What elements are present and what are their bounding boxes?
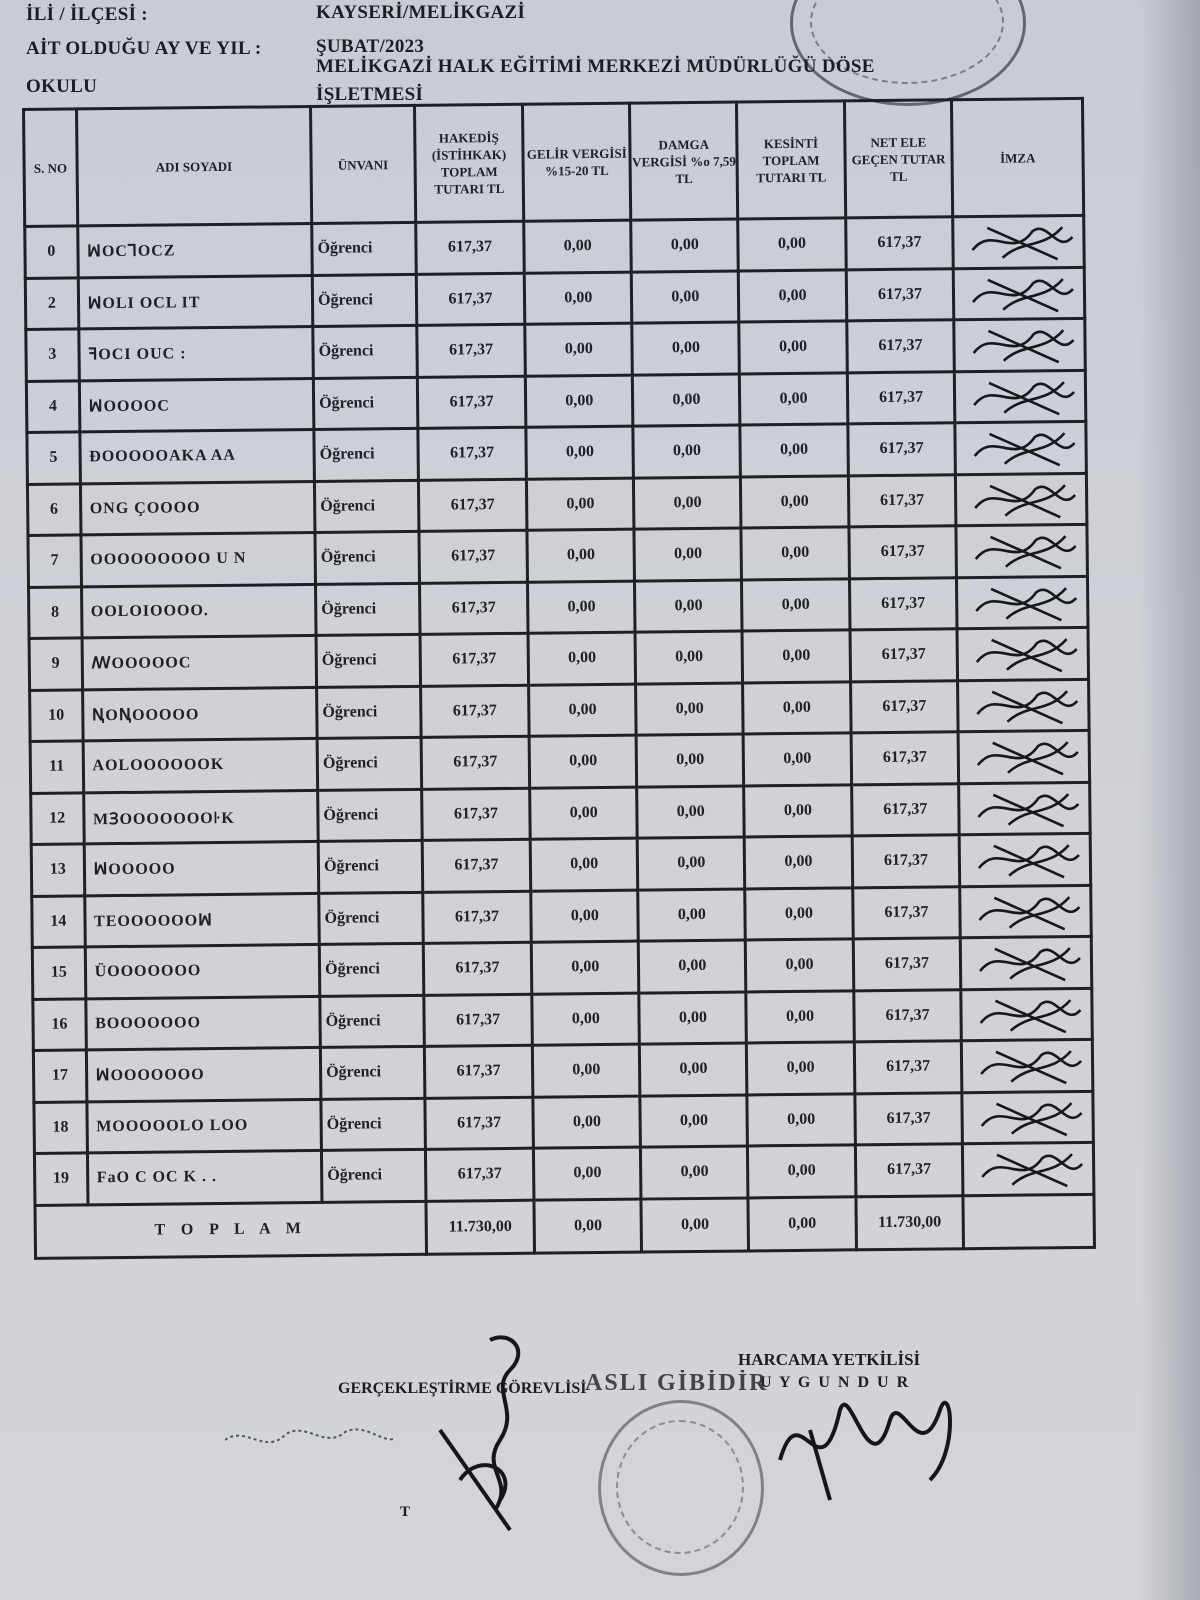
cell-gelir: 0,00 xyxy=(525,272,633,325)
cell-hakedis: 617,37 xyxy=(418,427,527,480)
cell-kesinti: 0,00 xyxy=(744,784,852,837)
harcama-signature xyxy=(770,1370,970,1510)
signature-cell xyxy=(957,627,1088,680)
cell-no: 16 xyxy=(33,998,86,1050)
cell-gelir: 0,00 xyxy=(532,941,640,994)
cell-unvan: Öğrenci xyxy=(316,583,420,636)
il-value: KAYSERİ/MELİKGAZİ xyxy=(316,2,526,23)
cell-hakedis: 617,37 xyxy=(417,376,526,429)
cell-hakedis: 617,37 xyxy=(424,994,533,1047)
cell-unvan: Öğrenci xyxy=(320,995,424,1048)
total-label: T O P L A M xyxy=(35,1201,426,1258)
cell-damga: 0,00 xyxy=(632,322,740,375)
cell-no: 14 xyxy=(32,895,85,947)
signature-cell xyxy=(962,1091,1093,1144)
cell-net: 617,37 xyxy=(852,835,960,888)
official-seal-bottom-inner xyxy=(616,1420,744,1554)
cell-net: 617,37 xyxy=(855,1144,963,1197)
cell-unvan: Öğrenci xyxy=(322,1149,426,1202)
signature-scrawl xyxy=(967,631,1087,678)
cell-no: 15 xyxy=(32,947,85,999)
cell-no: 9 xyxy=(29,638,82,690)
cell-hakedis: 617,37 xyxy=(415,221,524,274)
cell-gelir: 0,00 xyxy=(533,1044,641,1097)
cell-damga: 0,00 xyxy=(632,271,740,324)
cell-unvan: Öğrenci xyxy=(312,222,416,275)
signature-scrawl xyxy=(966,579,1086,626)
cell-name: ꟽOLI OCL IT xyxy=(78,275,313,329)
cell-gelir: 0,00 xyxy=(534,1147,642,1200)
cell-no: 17 xyxy=(33,1050,86,1102)
cell-hakedis: 617,37 xyxy=(419,530,528,583)
cell-no: 7 xyxy=(28,535,81,587)
signature-scrawl xyxy=(971,991,1091,1038)
signature-cell xyxy=(953,215,1084,268)
cell-name: MOOOOOLO LOO xyxy=(86,1099,321,1153)
cell-name: FaO C OC K . . xyxy=(87,1150,322,1204)
table-header-row xyxy=(24,98,1084,226)
signature-scrawl xyxy=(969,837,1089,884)
cell-kesinti: 0,00 xyxy=(741,527,849,580)
cell-no: 4 xyxy=(26,380,79,432)
cell-net: 617,37 xyxy=(851,783,959,836)
signature-scrawl xyxy=(966,528,1086,575)
cell-name: ÜOOOOOOO xyxy=(85,944,320,998)
cell-name: ÐOOOOOAKA AA xyxy=(79,429,314,483)
cell-gelir: 0,00 xyxy=(524,220,632,273)
cell-damga: 0,00 xyxy=(635,579,743,632)
col-header-gelir: GELİR VERGİSİ %15-20 TL xyxy=(523,103,631,221)
cell-net: 617,37 xyxy=(848,474,956,527)
cell-name: ꟻOCI OUC : xyxy=(78,326,313,380)
signature-scrawl xyxy=(970,940,1090,987)
cell-hakedis: 617,37 xyxy=(419,582,528,635)
signature-cell xyxy=(958,679,1089,732)
signature-scrawl xyxy=(965,425,1085,472)
cell-unvan: Öğrenci xyxy=(317,686,421,739)
cell-no: 0 xyxy=(25,226,78,278)
cell-kesinti: 0,00 xyxy=(745,836,853,889)
cell-no: 13 xyxy=(31,844,84,896)
cell-unvan: Öğrenci xyxy=(320,1046,424,1099)
signature-scrawl xyxy=(968,734,1088,781)
cell-kesinti: 0,00 xyxy=(741,475,849,528)
signature-scrawl xyxy=(972,1094,1092,1141)
cell-net: 617,37 xyxy=(846,268,954,321)
cell-damga: 0,00 xyxy=(639,991,747,1044)
signature-cell xyxy=(961,936,1092,989)
cell-net: 617,37 xyxy=(851,732,959,785)
signature-cell xyxy=(957,576,1088,629)
col-header-hakedis: HAKEDİŞ (İSTİHKAK) TOPLAM TUTARI TL xyxy=(414,104,524,222)
cell-no: 3 xyxy=(26,329,79,381)
col-header-unvan: ÜNVANI xyxy=(311,105,416,223)
cell-unvan: Öğrenci xyxy=(314,480,418,533)
gerceklestirme-gorevlisi-label: GERÇEKLEŞTİRME GÖREVLİSİ xyxy=(338,1380,587,1397)
signature-cell xyxy=(959,833,1090,886)
cell-gelir: 0,00 xyxy=(532,993,640,1046)
asli-gibidir-stamp: ASLI GİBİDİR xyxy=(585,1370,769,1396)
signature-scrawl xyxy=(970,888,1090,935)
cell-damga: 0,00 xyxy=(639,940,747,993)
cell-net: 617,37 xyxy=(846,320,954,373)
cell-hakedis: 617,37 xyxy=(416,273,525,326)
cell-damga: 0,00 xyxy=(635,631,743,684)
cell-unvan: Öğrenci xyxy=(319,943,423,996)
cell-name: ONG ÇOOOO xyxy=(80,481,315,535)
cell-gelir: 0,00 xyxy=(526,426,634,479)
col-header-damga: DAMGA VERGİSİ %o 7,59 TL xyxy=(630,102,738,220)
cell-kesinti: 0,00 xyxy=(743,681,851,734)
cell-no: 10 xyxy=(30,689,83,741)
cell-no: 18 xyxy=(34,1101,87,1153)
total-kesinti: 0,00 xyxy=(748,1196,856,1250)
ay-label: AİT OLDUĞU AY VE YIL : xyxy=(26,38,262,59)
cell-hakedis: 617,37 xyxy=(424,1045,533,1098)
cell-hakedis: 617,37 xyxy=(420,633,529,686)
cell-unvan: Öğrenci xyxy=(312,274,416,327)
cell-damga: 0,00 xyxy=(638,888,746,941)
cell-hakedis: 617,37 xyxy=(422,891,531,944)
cell-damga: 0,00 xyxy=(631,219,739,272)
signature-scrawl xyxy=(964,373,1084,420)
cell-unvan: Öğrenci xyxy=(318,789,422,842)
cell-kesinti: 0,00 xyxy=(742,578,850,631)
cell-kesinti: 0,00 xyxy=(747,1042,855,1095)
cell-kesinti: 0,00 xyxy=(742,630,850,683)
harcama-yetkilisi-label: HARCAMA YETKİLİSİ xyxy=(738,1350,921,1369)
cell-gelir: 0,00 xyxy=(530,787,638,840)
cell-hakedis: 617,37 xyxy=(423,942,532,995)
signature-cell xyxy=(955,421,1086,474)
cell-hakedis: 617,37 xyxy=(420,685,529,738)
cell-damga: 0,00 xyxy=(640,1043,748,1096)
cell-gelir: 0,00 xyxy=(529,735,637,788)
col-header-name: ADI SOYADI xyxy=(76,106,312,225)
cell-unvan: Öğrenci xyxy=(316,634,420,687)
cell-kesinti: 0,00 xyxy=(738,218,846,271)
signature-scrawl xyxy=(965,476,1085,523)
cell-gelir: 0,00 xyxy=(530,838,638,891)
signature-cell xyxy=(961,988,1092,1041)
signature-cell xyxy=(960,885,1091,938)
cell-gelir: 0,00 xyxy=(527,478,635,531)
cell-unvan: Öğrenci xyxy=(317,737,421,790)
cell-name: ꞐOꞐOOOOO xyxy=(82,687,317,741)
cell-hakedis: 617,37 xyxy=(425,1097,534,1150)
cell-net: 617,37 xyxy=(854,1092,962,1145)
cell-kesinti: 0,00 xyxy=(740,424,848,477)
cell-kesinti: 0,00 xyxy=(747,1093,855,1146)
cell-gelir: 0,00 xyxy=(528,632,636,685)
cell-gelir: 0,00 xyxy=(533,1096,641,1149)
cell-name: AOLOOOOOOK xyxy=(83,738,318,792)
signature-cell xyxy=(956,473,1087,526)
okul-value-line2: İŞLETMESİ xyxy=(316,84,424,105)
signature-scrawl xyxy=(972,1146,1092,1193)
cell-name: OOOOOOOOO U N xyxy=(81,532,316,586)
cell-no: 6 xyxy=(27,483,80,535)
cell-gelir: 0,00 xyxy=(527,529,635,582)
cell-name: ꟽOCꞀOCZ xyxy=(77,223,312,277)
cell-gelir: 0,00 xyxy=(528,581,636,634)
signature-scrawl xyxy=(963,219,1083,266)
signature-cell xyxy=(962,1039,1093,1092)
cell-net: 617,37 xyxy=(853,989,961,1042)
t-mark: T xyxy=(400,1504,411,1520)
cell-net: 617,37 xyxy=(849,577,957,630)
cell-kesinti: 0,00 xyxy=(739,269,847,322)
signature-cell xyxy=(959,782,1090,835)
cell-hakedis: 617,37 xyxy=(418,479,527,532)
cell-damga: 0,00 xyxy=(641,1146,749,1199)
cell-net: 617,37 xyxy=(852,886,960,939)
signature-scrawl xyxy=(964,322,1084,369)
cell-no: 12 xyxy=(31,792,84,844)
cell-hakedis: 617,37 xyxy=(425,1148,534,1201)
cell-hakedis: 617,37 xyxy=(421,788,530,841)
cell-damga: 0,00 xyxy=(638,837,746,890)
uygundur-label: U Y G U N D U R xyxy=(760,1374,911,1391)
cell-name: ꟽOOOOOOO xyxy=(86,1047,321,1101)
signature-cell xyxy=(956,524,1087,577)
cell-kesinti: 0,00 xyxy=(744,733,852,786)
cell-no: 8 xyxy=(29,586,82,638)
il-label: İLİ / İLÇESİ : xyxy=(26,4,148,25)
total-gelir: 0,00 xyxy=(534,1199,642,1253)
cell-unvan: Öğrenci xyxy=(315,531,419,584)
col-header-imza: İMZA xyxy=(952,98,1084,216)
cell-no: 2 xyxy=(25,277,78,329)
cell-gelir: 0,00 xyxy=(529,684,637,737)
cell-hakedis: 617,37 xyxy=(422,839,531,892)
signature-cell xyxy=(958,730,1089,783)
cell-net: 617,37 xyxy=(845,217,953,270)
cell-damga: 0,00 xyxy=(636,734,744,787)
cell-kesinti: 0,00 xyxy=(746,990,854,1043)
cell-kesinti: 0,00 xyxy=(746,939,854,992)
cell-unvan: Öğrenci xyxy=(319,892,423,945)
cell-no: 19 xyxy=(34,1153,87,1205)
page-edge-shadow xyxy=(1140,0,1200,1600)
signature-scrawl xyxy=(971,1043,1091,1090)
cell-damga: 0,00 xyxy=(634,476,742,529)
cell-name: OOLOIOOOO. xyxy=(81,584,316,638)
signature-scrawl xyxy=(963,270,1083,317)
cell-name: MꞫOOOOOOO꜏K xyxy=(83,790,318,844)
cell-net: 617,37 xyxy=(853,938,961,991)
cell-kesinti: 0,00 xyxy=(745,887,853,940)
cell-kesinti: 0,00 xyxy=(748,1145,856,1198)
cell-kesinti: 0,00 xyxy=(739,321,847,374)
cell-name: ꟽOOOOC xyxy=(79,378,314,432)
signature-cell xyxy=(955,370,1086,423)
cell-damga: 0,00 xyxy=(640,1094,748,1147)
cell-unvan: Öğrenci xyxy=(313,377,417,430)
cell-hakedis: 617,37 xyxy=(417,324,526,377)
signature-cell xyxy=(954,267,1085,320)
cell-no: 11 xyxy=(30,741,83,793)
gerceklestirme-signature xyxy=(420,1330,560,1550)
cell-hakedis: 617,37 xyxy=(421,736,530,789)
cell-damga: 0,00 xyxy=(634,528,742,581)
faded-scribble xyxy=(225,1420,395,1460)
cell-name: ꟿOOOOOC xyxy=(82,635,317,689)
cell-unvan: Öğrenci xyxy=(313,325,417,378)
cell-net: 617,37 xyxy=(850,629,958,682)
okul-label: OKULU xyxy=(26,76,98,97)
cell-damga: 0,00 xyxy=(636,682,744,735)
cell-damga: 0,00 xyxy=(633,425,741,478)
cell-gelir: 0,00 xyxy=(531,890,639,943)
total-net: 11.730,00 xyxy=(856,1195,964,1249)
cell-net: 617,37 xyxy=(854,1041,962,1094)
cell-net: 617,37 xyxy=(847,423,955,476)
ay-value: ŞUBAT/2023 xyxy=(316,36,425,57)
okul-value-line1: MELİKGAZİ HALK EĞİTİMİ MERKEZİ MÜDÜRLÜĞÜ DÖSE xyxy=(316,56,875,77)
signature-scrawl xyxy=(967,682,1087,729)
payroll-table xyxy=(22,97,1096,1260)
cell-name: TEOOOOOOꟽ xyxy=(84,893,319,947)
col-header-net: NET ELE GEÇEN TUTAR TL xyxy=(844,100,953,218)
col-header-kesinti: KESİNTİ TOPLAM TUTARI TL xyxy=(737,101,845,219)
cell-no: 5 xyxy=(27,432,80,484)
cell-net: 617,37 xyxy=(849,526,957,579)
cell-gelir: 0,00 xyxy=(525,323,633,376)
cell-net: 617,37 xyxy=(847,371,955,424)
cell-damga: 0,00 xyxy=(637,785,745,838)
signature-scrawl xyxy=(968,785,1088,832)
total-imza-empty xyxy=(963,1194,1094,1248)
cell-net: 617,37 xyxy=(850,680,958,733)
cell-unvan: Öğrenci xyxy=(321,1098,425,1151)
cell-unvan: Öğrenci xyxy=(314,428,418,481)
total-hakedis: 11.730,00 xyxy=(426,1200,535,1254)
col-header-sno: S. NO xyxy=(24,109,78,227)
cell-name: BOOOOOOO xyxy=(85,996,320,1050)
signature-cell xyxy=(954,318,1085,371)
cell-kesinti: 0,00 xyxy=(740,372,848,425)
cell-damga: 0,00 xyxy=(633,373,741,426)
cell-name: ꟽOOOOO xyxy=(84,841,319,895)
cell-unvan: Öğrenci xyxy=(318,840,422,893)
total-row xyxy=(35,1194,1094,1258)
signature-cell xyxy=(963,1142,1094,1195)
cell-gelir: 0,00 xyxy=(526,375,634,428)
total-damga: 0,00 xyxy=(641,1197,749,1251)
